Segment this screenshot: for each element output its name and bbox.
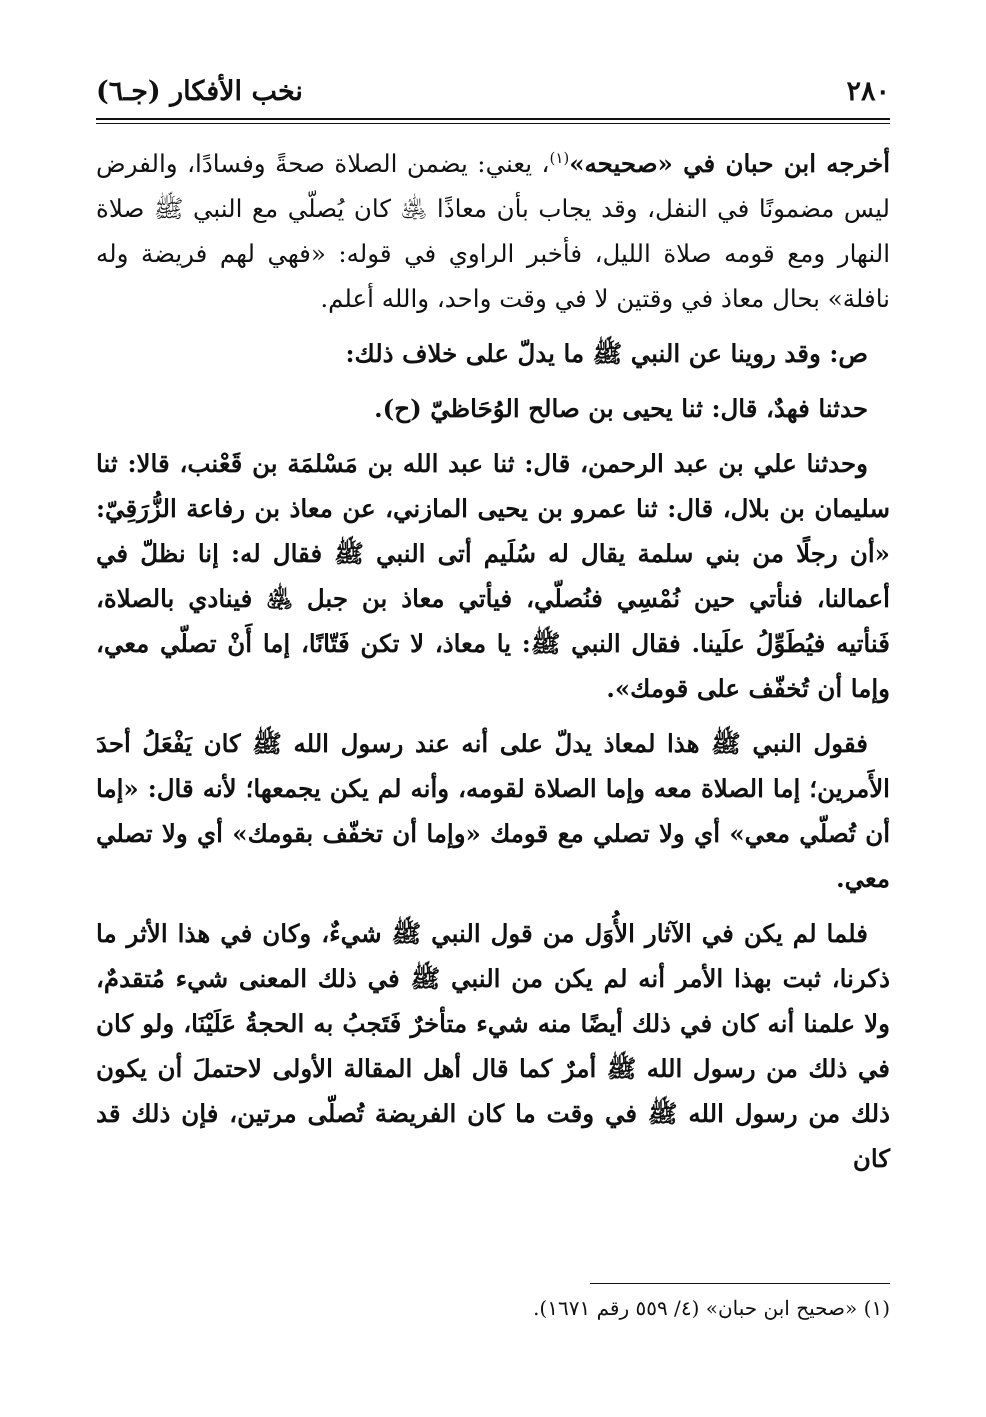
paragraph-1-text: ، يعني: يضمن الصلاة صحةً وفسادًا، والفرض ليس مضمونًا في النفل، وقد يجاب بأن معاذًا ﵁ كان يُصلّي مع النبي ﷺ صلاة النهار ومع قومه صلاة الليل، فأخبر الراوي في قوله: «فهي لهم فريضة وله نافلة» بحال معاذ في وقتين لا في وقت واحد، والله أعلم.	[96, 149, 890, 313]
header-rule-thin	[96, 123, 890, 124]
page-number: ٢٨٠	[846, 76, 890, 107]
page-header	[96, 74, 890, 114]
paragraph-6: فلما لم يكن في الآثار الأُوَل من قول النبي ﷺ شيءٌ، وكان في هذا الأثر ما ذكرنا، ثبت بهذا الأمر أنه لم يكن من النبي ﷺ في ذلك المعنى شيء مُتقدمٌ، ولا علمنا أنه كان في ذلك أيضًا منه شيء متأخرٌ فَتَجبُ به الحجةُ عَلَيْنَا، ولو كان في ذلك من رسول الله ﷺ أمرٌ كما قال أهل المقالة الأولى لاحتملَ أن يكون ذلك من رسول الله ﷺ في وقت ما كان الفريضة تُصلّى مرتين، فإن ذلك قد كان	[96, 919, 890, 1173]
body-text	[96, 141, 890, 1191]
paragraph-4: وحدثنا علي بن عبد الرحمن، قال: ثنا عبد الله بن مَسْلمَة بن قَعْنب، قالا: ثنا سليمان بن بلال، قال: ثنا عمرو بن يحيى المازني، عن معاذ بن رفاعة الزُّرَقِيّ: «أن رجلًا من بني سلمة يقال له سُلَيم أتى النبي ﷺ فقال له: إنا نظلّ في أعمالنا، فنأتي حين نُمْسِي فنُصلّي، فيأتي معاذ بن جبل ﵁ فينادي بالصلاة، فَنأتيه فيُطَوِّلُ علَينا. فقال النبي ﷺ: يا معاذ، لا تكن فَتّانًا، إما أَنْ تصلّي معي، وإما أن تُخفّف على قومك».	[96, 449, 890, 703]
footnote-rule	[590, 1283, 890, 1284]
footnote: (١) «صحيح ابن حبان» (٤/ ٥٥٩ رقم ١٦٧١).	[533, 1296, 890, 1320]
book-title: نخب الأفكار (جـ٦)	[96, 76, 303, 107]
footnote-mark: (١)	[549, 148, 570, 167]
header-rule	[96, 118, 890, 120]
paragraph-2: ص: وقد روينا عن النبي ﷺ ما يدلّ على خلاف ذلك:	[345, 339, 868, 368]
paragraph-1-lead: أخرجه ابن حبان في «صحيحه»	[569, 149, 891, 178]
paragraph-3: حدثنا فهدٌ، قال: ثنا يحيى بن صالح الوُحَاظيّ (ح).	[374, 394, 868, 423]
paragraph-5: فقول النبي ﷺ هذا لمعاذ يدلّ على أنه عند رسول الله ﷺ كان يَفْعَلُ أحدَ الأَمرين؛ إما الصلاة معه وإما الصلاة لقومه، وأنه لم يكن يجمعها؛ لأنه قال: «إما أن تُصلّي معي» أي ولا تصلي مع قومك «وإما أن تخفّف بقومك» أي ولا تصلي معي.	[96, 729, 891, 893]
paragraph-1	[96, 141, 890, 321]
